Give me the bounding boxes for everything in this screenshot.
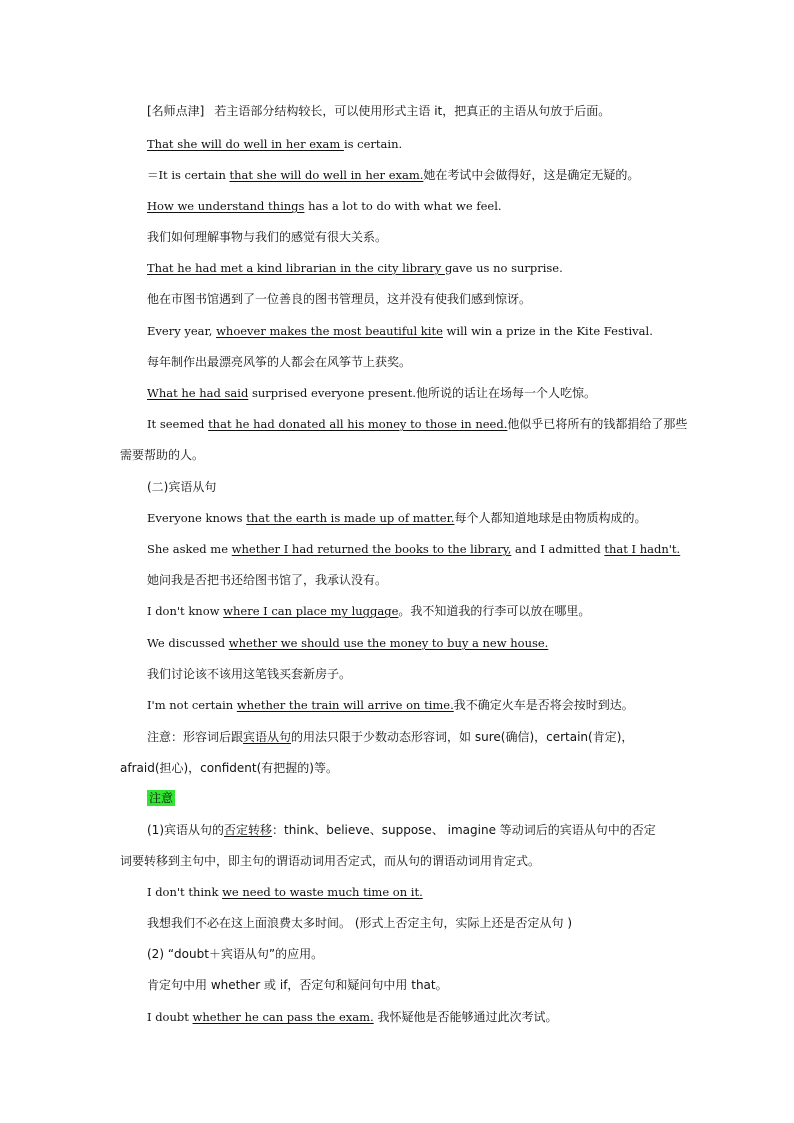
plain-text: I doubt: [147, 1010, 193, 1024]
plain-text: and I admitted: [511, 542, 605, 556]
plain-text: It seemed: [147, 417, 209, 431]
note-text: 的用法只限于少数动态形容词，如 sure(确信)，certain(肯定)，: [291, 730, 634, 744]
underlined-clause: that he had donated all his money to those in need.: [208, 417, 508, 431]
translation-text: 她问我是否把书还给图书馆了，我承认没有。: [147, 573, 388, 587]
translation-text: 他所说的话让在场每一个人吃惊。: [415, 386, 596, 400]
rule-line: [147, 946, 684, 962]
rule-line: [120, 853, 684, 869]
plain-text: I don't know: [147, 604, 224, 618]
example-line: [147, 167, 684, 183]
translation-text: 每个人都知道地球是由物质构成的。: [454, 511, 647, 525]
rule-text: (2) “doubt＋宾语从句”的应用。: [147, 947, 324, 961]
rule-text: 肯定句中用 whether 或 if，否定句和疑问句中用 that。: [147, 978, 448, 992]
plain-text: will win a prize in the Kite Festival.: [442, 324, 653, 338]
underlined-clause: we need to waste much time on it.: [222, 885, 423, 899]
example-line: [147, 198, 684, 214]
translation-text: 我们如何理解事物与我们的感觉有很大关系。: [147, 230, 388, 244]
translation-line: [147, 666, 684, 682]
underlined-clause: that the earth is made up of matter.: [246, 511, 455, 525]
underlined-clause: What he had said: [147, 386, 249, 400]
underlined-clause: whether the train will arrive on time.: [236, 698, 454, 712]
translation-text: 她在考试中会做得好，这是确定无疑的。: [423, 168, 640, 182]
translation-text: 。我不知道我的行李可以放在哪里。: [398, 604, 591, 618]
translation-line: [120, 447, 684, 463]
tip-label: [名师点津]: [147, 104, 205, 118]
plain-text: has a lot to do with what we feel.: [304, 199, 502, 213]
example-line: [147, 603, 684, 619]
underlined-term: 否定转移: [224, 823, 273, 837]
underlined-clause: whether he can pass the exam.: [192, 1010, 374, 1024]
rule-text: ：think、believe、suppose、 imagine 等动词后的宾语从句中的否定: [272, 823, 656, 837]
translation-line: [147, 572, 684, 588]
rule-text: (1)宾语从句的: [147, 823, 224, 837]
underlined-clause: whether we should use the money to buy a new house.: [228, 636, 549, 650]
plain-text: I'm not certain: [147, 698, 237, 712]
plain-text: Everyone knows: [147, 511, 247, 525]
highlighted-label: 注意: [149, 791, 174, 805]
translation-text: 我们讨论该不该用这笔钱买套新房子。: [147, 667, 352, 681]
example-line: [147, 260, 684, 276]
plain-text: We discussed: [147, 636, 229, 650]
plain-text: Every year,: [147, 324, 217, 338]
plain-text: surprised everyone present.: [248, 386, 416, 400]
translation-text: 他似乎已将所有的钱都捐给了那些: [507, 417, 688, 431]
note-line: [147, 729, 684, 745]
tip-text: 若主语部分结构较长，可以使用形式主语 it，把真正的主语从句放于后面。: [214, 104, 611, 118]
underlined-clause: whether I had returned the books to the library,: [231, 542, 512, 556]
translation-line: [147, 354, 684, 370]
section-heading: [147, 479, 684, 495]
translation-text: 我怀疑他是否能够通过此次考试。: [373, 1010, 558, 1024]
translation-text: 需要帮助的人。: [120, 448, 205, 462]
underlined-term: 宾语从句: [243, 730, 292, 744]
translation-text: 每年制作出最漂亮风筝的人都会在风筝节上获奖。: [147, 355, 412, 369]
translation-line: [147, 229, 684, 245]
plain-text: gave us no surprise.: [444, 261, 563, 275]
note-text: afraid(担心)，confident(有把握的)等。: [120, 761, 338, 775]
example-line: [147, 136, 684, 152]
underlined-clause: whoever makes the most beautiful kite: [216, 324, 443, 338]
underlined-clause: that she will do well in her exam.: [229, 168, 424, 182]
underlined-clause: How we understand things: [147, 199, 305, 213]
rule-line: [147, 977, 684, 993]
example-line: [147, 416, 688, 432]
section-title: (二)宾语从句: [147, 480, 217, 494]
example-line: [147, 541, 684, 557]
tip-line: [147, 103, 684, 119]
translation-text: 他在市图书馆遇到了一位善良的图书管理员，这并没有使我们感到惊讶。: [147, 292, 532, 306]
translation-line: [147, 291, 684, 307]
underlined-clause: That she will do well in her exam: [147, 137, 344, 151]
example-line: [147, 510, 684, 526]
translation-text: 我想我们不必在这上面浪费太多时间。 (形式上否定主句，实际上还是否定从句 ): [147, 916, 572, 930]
plain-text: is certain.: [343, 137, 403, 151]
rule-line: [147, 822, 684, 838]
underlined-clause: that I hadn't.: [604, 542, 681, 556]
example-line: [147, 635, 684, 651]
underlined-clause: That he had met a kind librarian in the city library: [147, 261, 445, 275]
note-line: [120, 760, 684, 776]
translation-line: [147, 915, 684, 931]
rule-text: 词要转移到主句中，即主句的谓语动词用否定式，而从句的谓语动词用肯定式。: [120, 854, 541, 868]
underlined-clause: where I can place my luggage: [223, 604, 399, 618]
highlight-line: [147, 790, 684, 806]
example-line: [147, 1009, 684, 1025]
note-text: 注意：形容词后跟: [147, 730, 244, 744]
example-line: [147, 323, 684, 339]
translation-text: 我不确定火车是否将会按时到达。: [453, 698, 634, 712]
plain-text: I don't think: [147, 885, 223, 899]
example-line: [147, 697, 684, 713]
plain-text: She asked me: [147, 542, 232, 556]
example-line: [147, 884, 684, 900]
plain-text: ＝It is certain: [147, 168, 230, 182]
example-line: [147, 385, 684, 401]
